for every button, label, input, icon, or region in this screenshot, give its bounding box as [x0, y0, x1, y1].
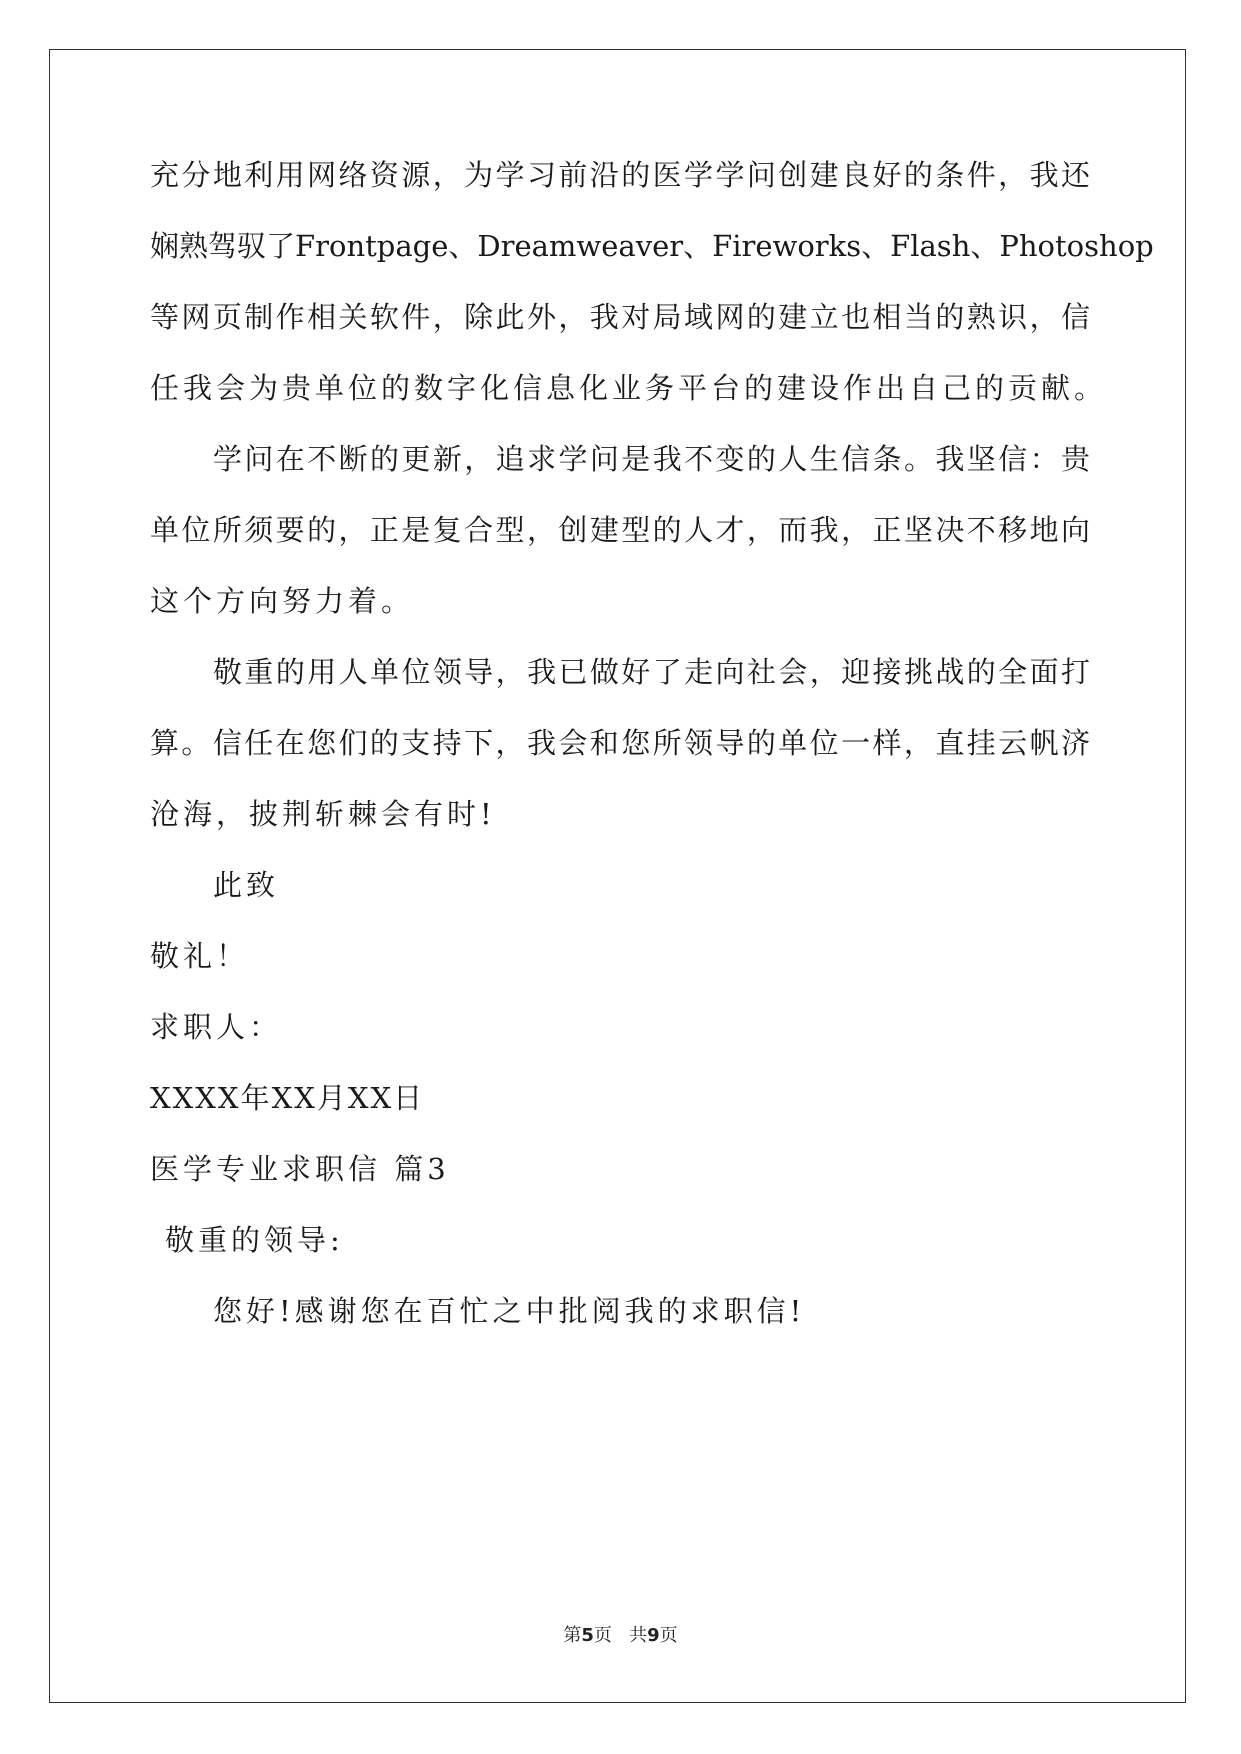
text-line-7: 这个方向努力着。: [150, 584, 415, 618]
greeting: 敬重的领导:: [165, 1223, 344, 1257]
page-footer: [0, 1624, 1241, 1648]
applicant-label: 求职人：: [150, 1010, 283, 1044]
footer-suffix: 页: [659, 1625, 678, 1646]
text-line-8: 敬重的用人单位领导，我已做好了走向社会，迎接挑战的全面打: [213, 655, 1090, 689]
text-line-1: 充分地利用网络资源，为学习前沿的医学学问创建良好的条件，我还: [150, 158, 1090, 192]
footer-total-prefix: 共: [629, 1625, 648, 1646]
footer-page-number: 5: [581, 1625, 594, 1646]
footer-mid: 页: [593, 1625, 612, 1646]
footer-prefix: 第: [563, 1625, 582, 1646]
text-line-10: 沧海，披荆斩棘会有时!: [150, 797, 496, 831]
date-line: XXXX年XX月XX日: [150, 1081, 425, 1115]
text-line-4: 任我会为贵单位的数字化信息化业务平台的建设作出自己的贡献。: [150, 371, 1108, 405]
closing-salutation: 此致: [213, 868, 280, 902]
text-line-2: 娴熟驾驭了Frontpage、Dreamweaver、Fireworks、Flash、Photoshop: [150, 229, 1154, 263]
text-line-5: 学问在不断的更新，追求学问是我不变的人生信条。我坚信：贵: [213, 442, 1090, 476]
text-line-intro: 您好!感谢您在百忙之中批阅我的求职信!: [213, 1294, 806, 1328]
closing-regards: 敬礼！: [150, 939, 250, 973]
footer-total-pages: 9: [647, 1625, 660, 1646]
text-line-3: 等网页制作相关软件，除此外，我对局域网的建立也相当的熟识，信: [150, 300, 1090, 334]
text-line-6: 单位所须要的，正是复合型，创建型的人才，而我，正坚决不移地向: [150, 513, 1090, 547]
section-heading: 医学专业求职信 篇3: [150, 1152, 450, 1186]
text-line-9: 算。信任在您们的支持下，我会和您所领导的单位一样，直挂云帆济: [150, 726, 1090, 760]
